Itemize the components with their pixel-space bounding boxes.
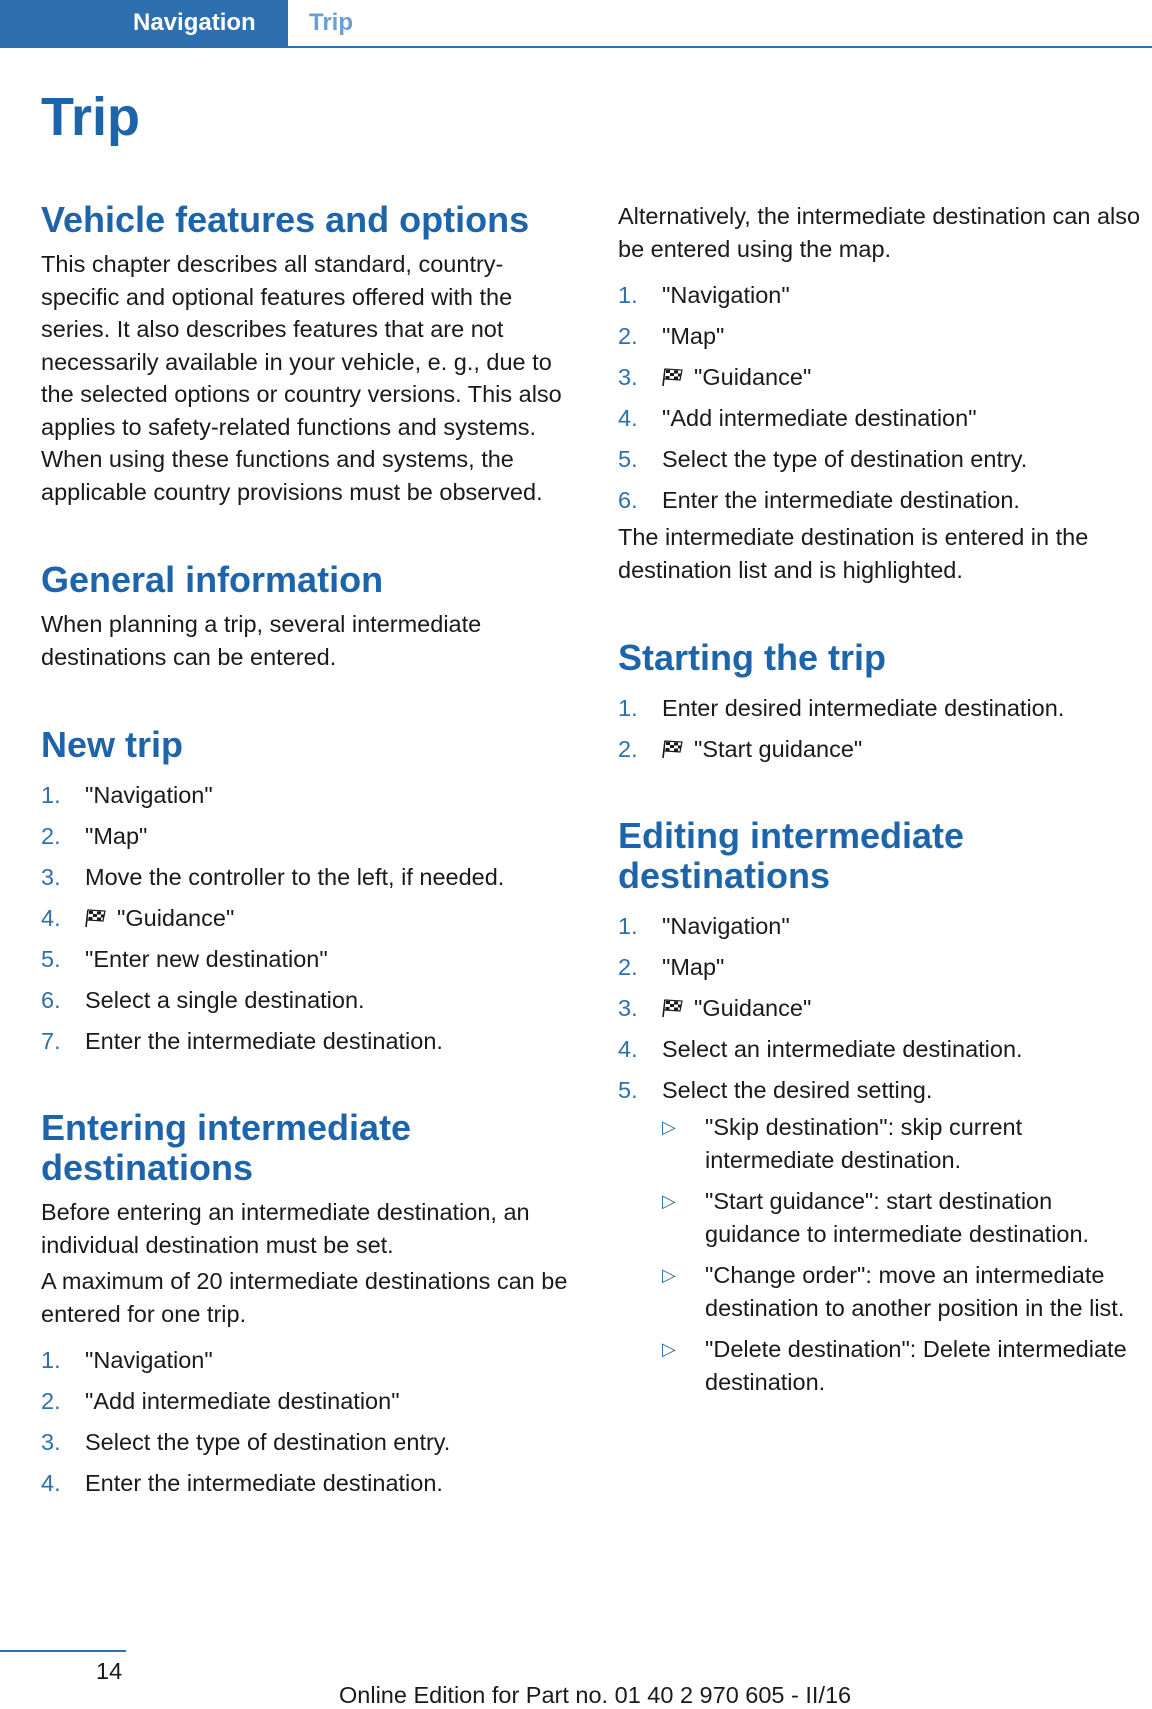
checkered-flag-icon [662,739,684,759]
step-text: Enter desired intermediate destination. [662,695,1065,721]
list-starting-trip [618,688,1148,770]
heading-starting-the-trip: Starting the trip [618,637,886,678]
list-item [41,1463,581,1504]
bullet-triangle-icon: ▷ [662,1265,676,1285]
list-item [41,1381,581,1422]
page-number: 14 [96,1658,123,1684]
list-editing-intermediate [618,906,1148,1111]
page-header [0,0,1152,48]
paragraph-alternatively: Alternatively, the intermediate destination can also be entered using the map. [618,203,1141,262]
list-item [618,906,1148,947]
list-item [618,729,1148,770]
step-text: "Navigation" [85,1347,213,1373]
footer-rule [0,1650,126,1652]
bullet-triangle-icon: ▷ [662,1117,676,1137]
list-new-trip [41,775,581,1062]
step-number: 7. [41,1028,61,1054]
step-number: 5. [618,1077,638,1103]
step-number: 2. [618,954,638,980]
list-item [41,1021,581,1062]
step-text: "Navigation" [662,913,790,939]
step-text: "Map" [85,823,148,849]
step-number: 5. [41,946,61,972]
step-number: 1. [618,913,638,939]
list-item [662,1185,1148,1250]
heading-vehicle-features: Vehicle features and options [41,199,530,240]
step-number: 4. [41,905,61,931]
list-item [41,1422,581,1463]
step-number: 4. [618,1036,638,1062]
step-text: "Add intermediate destination" [662,405,977,431]
list-item [41,1340,581,1381]
step-text: Move the controller to the left, if needed. [85,864,505,890]
heading-entering-intermediate-destinations: Entering intermediate destinations [41,1107,412,1188]
step-text: Enter the intermediate destination. [85,1470,443,1496]
paragraph-highlighted: The intermediate destination is entered in the destination list and is highlighted. [618,524,1089,583]
step-number: 1. [618,282,638,308]
heading-editing-intermediate-destinations: Editing intermediate destinations [618,815,965,896]
list-item [41,939,581,980]
step-number: 6. [41,987,61,1013]
header-tab-trip: Trip [309,9,354,36]
paragraph-vehicle-features: This chapter describes all standard, country-specific and optional features offered with the series. It also describes features that are not necessarily available in your vehicle, e. g., due to the selected options or country versions. This also applies to safety-related functions and systems. When using these functions and systems, the applicable country provisions must be observed. [41,251,562,505]
list-item [618,947,1148,988]
list-map-entry [618,275,1148,521]
list-item [618,988,1148,1029]
step-number: 6. [618,487,638,513]
bullet-text: "Start guidance": start destination guidance to intermediate destination. [705,1188,1090,1247]
step-text: "Navigation" [662,282,790,308]
step-number: 3. [41,1429,61,1455]
left-column [41,200,581,1504]
list-item [41,775,581,816]
list-item [41,816,581,857]
step-number: 3. [618,995,638,1021]
step-text: Select an intermediate destination. [662,1036,1023,1062]
step-text: "Start guidance" [694,736,863,762]
list-settings-options [618,1111,1148,1398]
list-item [41,980,581,1021]
list-item [662,1333,1148,1398]
step-text: "Add intermediate destination" [85,1388,400,1414]
heading-new-trip: New trip [41,724,184,765]
list-item [618,275,1148,316]
step-text: "Map" [662,954,725,980]
list-item [618,480,1148,521]
step-text: "Map" [662,323,725,349]
step-text: "Guidance" [694,364,812,390]
step-number: 2. [618,323,638,349]
list-item [662,1111,1148,1176]
list-item [662,1259,1148,1324]
bullet-triangle-icon: ▷ [662,1339,676,1359]
list-item [618,1070,1148,1111]
list-item [41,898,581,939]
step-number: 1. [41,782,61,808]
step-text: Select the type of destination entry. [662,446,1028,472]
page-title: Trip [41,87,141,147]
step-number: 3. [618,364,638,390]
list-item [618,357,1148,398]
step-number: 1. [618,695,638,721]
bullet-text: "Delete destination": Delete intermediate destination. [705,1336,1127,1395]
step-text: "Navigation" [85,782,213,808]
checkered-flag-icon [85,908,107,928]
step-number: 3. [41,864,61,890]
step-number: 2. [41,1388,61,1414]
step-text: Enter the intermediate destination. [662,487,1020,513]
paragraph-entering-2: A maximum of 20 intermediate destinations can be entered for one trip. [41,1268,568,1327]
checkered-flag-icon [662,367,684,387]
bullet-text: "Skip destination": skip current intermediate destination. [705,1114,1023,1173]
list-entering-intermediate [41,1340,581,1504]
paragraph-general-information: When planning a trip, several intermediate destinations can be entered. [41,611,482,670]
step-number: 4. [618,405,638,431]
step-text: "Enter new destination" [85,946,328,972]
right-column [618,200,1148,1407]
step-number: 1. [41,1347,61,1373]
heading-general-information: General information [41,559,384,600]
list-item [618,1029,1148,1070]
bullet-triangle-icon: ▷ [662,1191,676,1211]
step-number: 2. [41,823,61,849]
step-number: 4. [41,1470,61,1496]
list-item [618,439,1148,480]
step-text: Select a single destination. [85,987,365,1013]
paragraph-entering-1: Before entering an intermediate destination, an individual destination must be set. [41,1199,530,1258]
step-text: Select the desired setting. [662,1077,933,1103]
step-text: Select the type of destination entry. [85,1429,451,1455]
list-item [41,857,581,898]
header-rule [0,46,1152,48]
list-item [618,398,1148,439]
step-text: Enter the intermediate destination. [85,1028,443,1054]
edition-footer: Online Edition for Part no. 01 40 2 970 605 - II/16 [339,1682,852,1708]
step-text: "Guidance" [117,905,235,931]
step-number: 2. [618,736,638,762]
header-tab-navigation: Navigation [0,0,288,46]
step-number: 5. [618,446,638,472]
checkered-flag-icon [662,998,684,1018]
bullet-text: "Change order": move an intermediate destination to another position in the list. [705,1262,1125,1321]
list-item [618,688,1148,729]
list-item [618,316,1148,357]
step-text: "Guidance" [694,995,812,1021]
